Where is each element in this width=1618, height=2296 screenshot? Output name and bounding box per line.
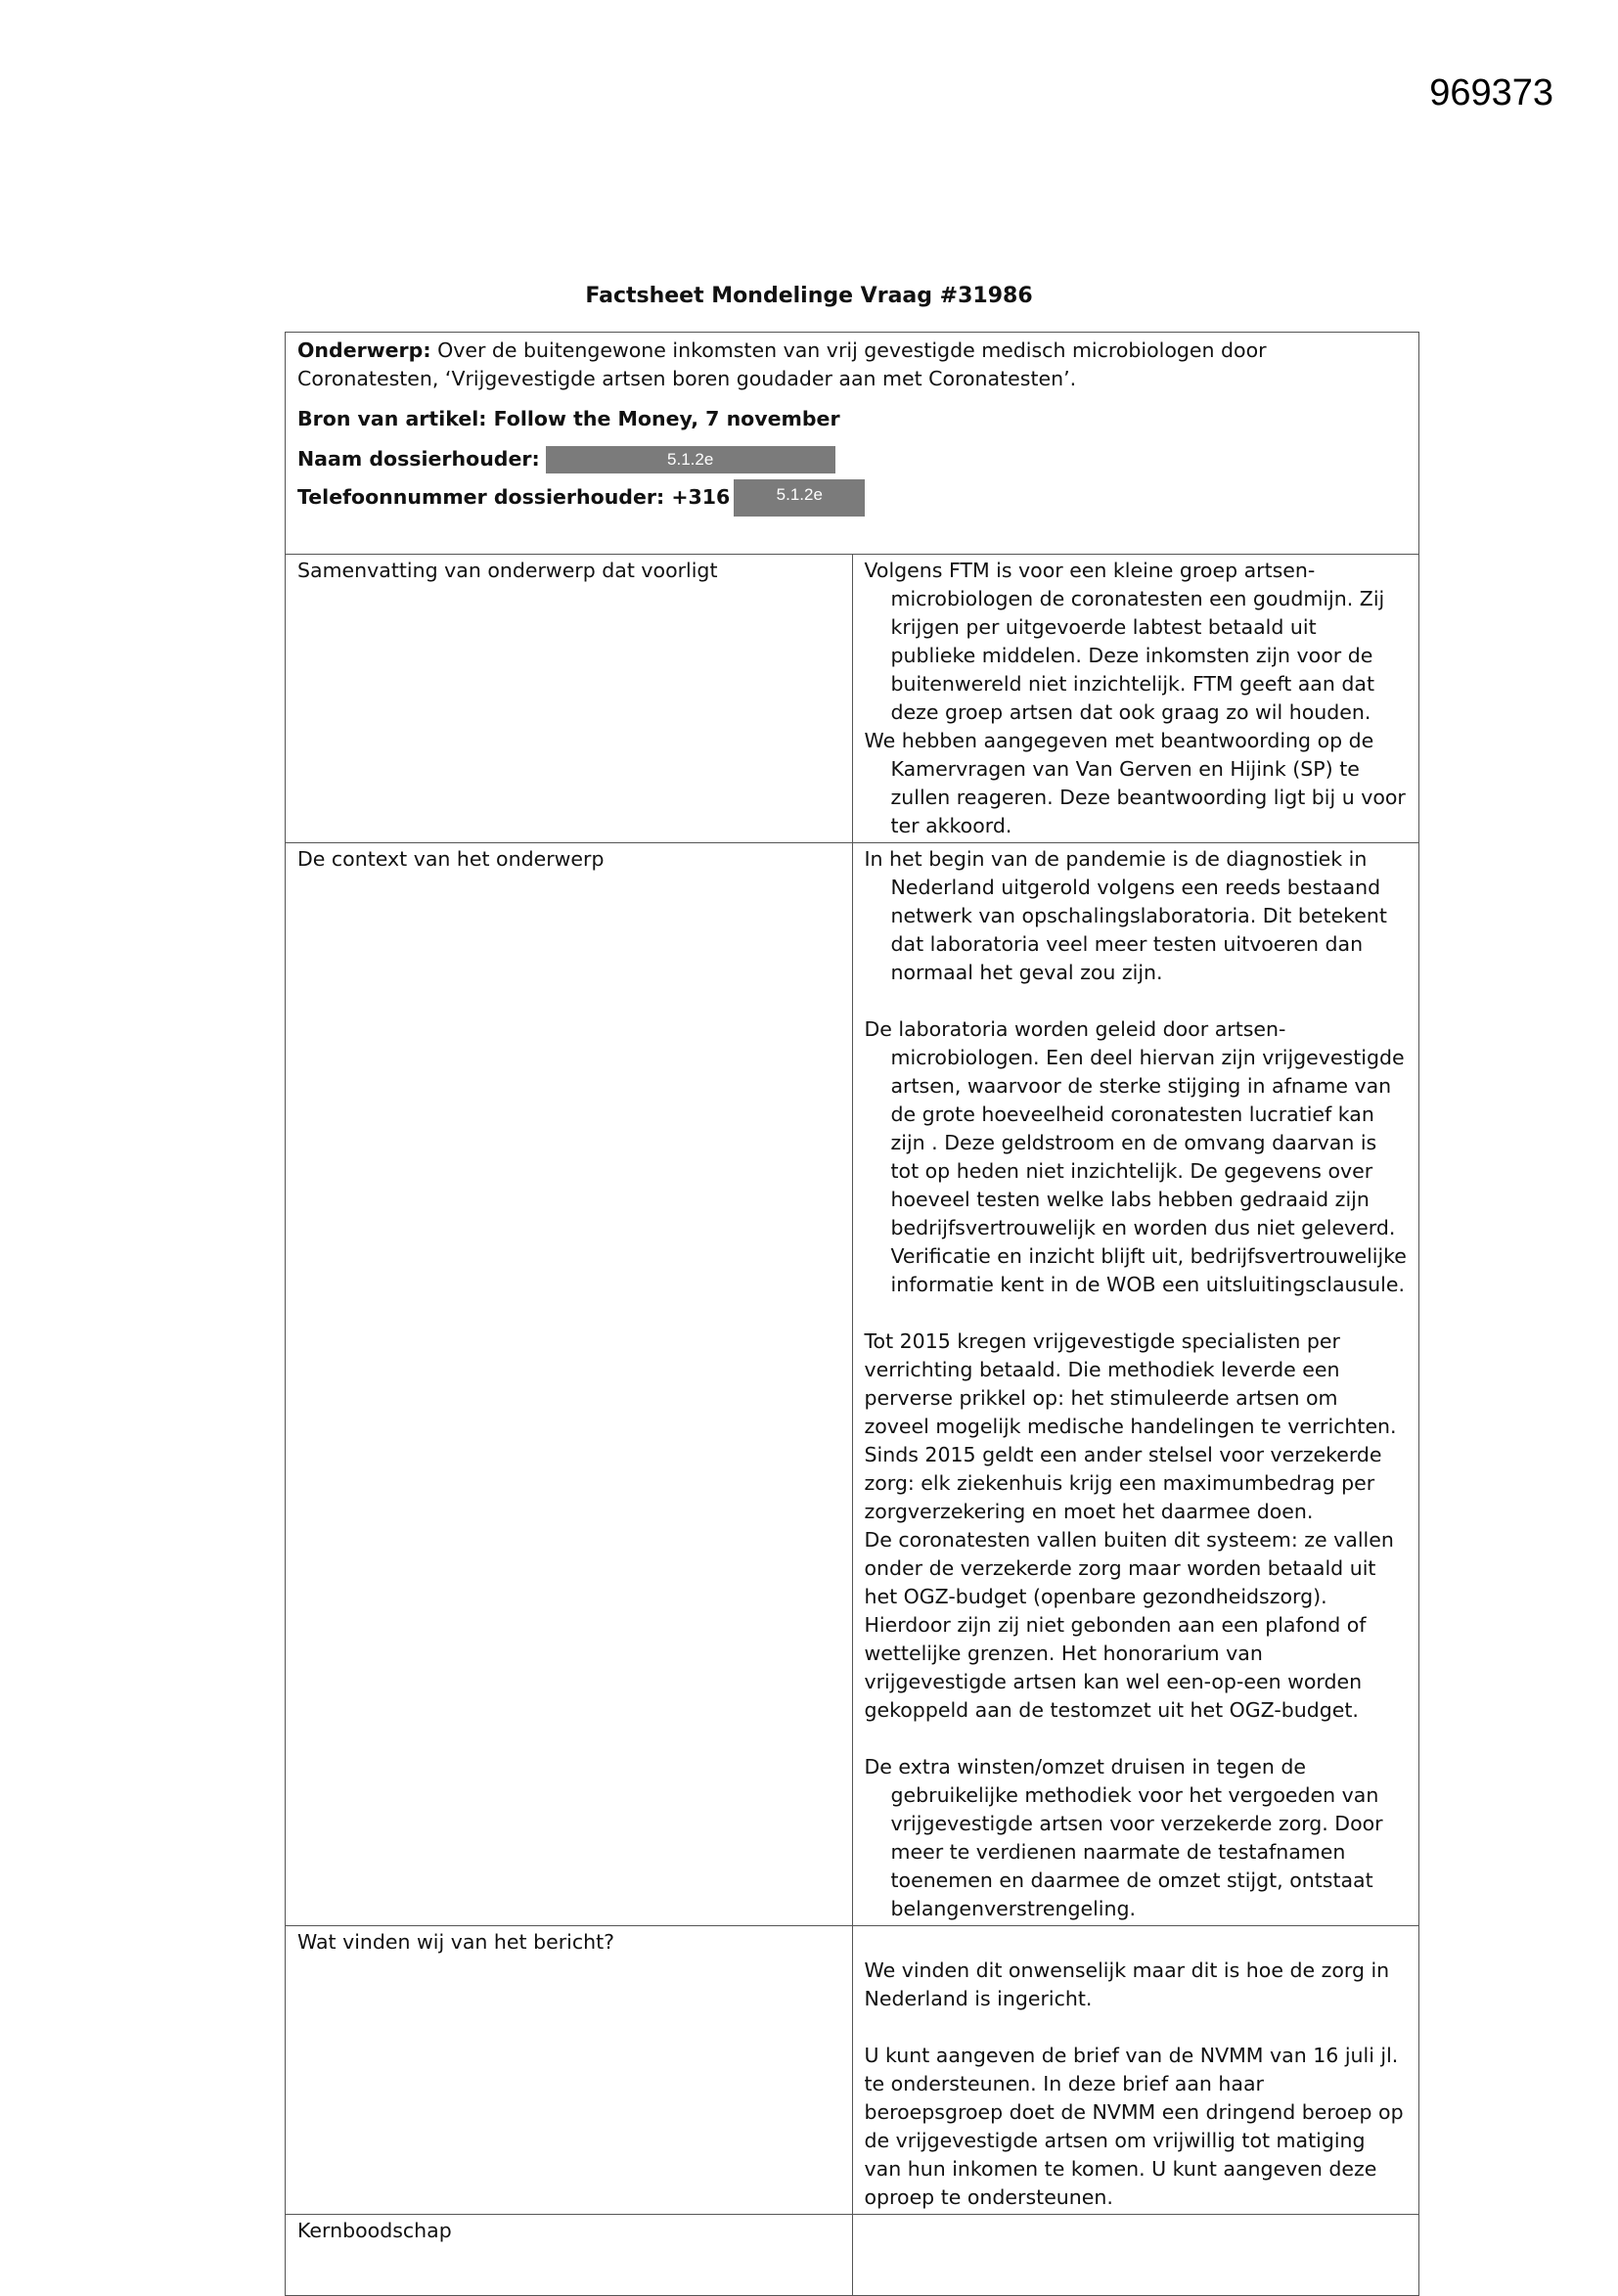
spacer — [865, 1725, 1408, 1753]
context-label: De context van het onderwerp — [286, 843, 853, 1926]
header-cell — [286, 333, 1419, 555]
row-context — [286, 843, 1419, 1926]
telefoon-dossierhouder — [297, 479, 1407, 517]
header-row — [286, 333, 1419, 555]
samenvatting-label: Samenvatting van onderwerp dat voorligt — [286, 555, 853, 843]
context-content — [852, 843, 1419, 1926]
spacer — [865, 1299, 1408, 1328]
naam-dossierhouder — [297, 445, 1407, 473]
onderwerp-text: Over de buitengewone inkomsten van vrij gevestigde medisch microbiologen door Coronatesten, ‘Vrijgevestigde artsen boren goudader aan met Coronatesten’. — [297, 338, 1267, 390]
telefoon-redaction: 5.1.2e — [734, 479, 865, 517]
naam-redaction: 5.1.2e — [546, 446, 835, 473]
naam-label: Naam dossierhouder: — [297, 447, 540, 471]
context-paragraph-7: De extra winsten/omzet druisen in tegen de gebruikelijke methodiek voor het vergoeden van vrijgevestigde artsen voor verzekerde zorg. Door meer te verdienen naarmate de testafnamen toenemen en daarmee de omzet stijgt, ontstaat belangenverstrengeling. — [864, 1755, 1383, 1920]
mening-label: Wat vinden wij van het bericht? — [286, 1926, 853, 2215]
telefoon-label: Telefoonnummer dossierhouder: +316 — [297, 485, 731, 509]
mening-content — [852, 1926, 1419, 2215]
samenvatting-paragraph-2: We hebben aangegeven met beantwoording op de Kamervragen van Van Gerven en Hijink (SP) te zullen reageren. Deze beantwoording ligt bij u voor ter akkoord. — [864, 729, 1406, 837]
samenvatting-paragraph-1: Volgens FTM is voor een kleine groep artsen-microbiologen de coronatesten een goudmijn. Zij krijgen per uitgevoerde labtest betaald uit publieke middelen. Deze inkomsten zijn voor de buitenwereld niet inzichtelijk. FTM geeft aan dat deze groep artsen dat ook graag zo wil houden. — [864, 559, 1385, 724]
context-paragraph-3: Tot 2015 kregen vrijgevestigde specialisten per verrichting betaald. Die methodiek leverde een perverse prikkel op: het stimuleerde artsen om zoveel mogelijk medische handelingen te verrichten. — [864, 1329, 1397, 1438]
onderwerp — [297, 337, 1407, 393]
mening-paragraph-2: U kunt aangeven de brief van de NVMM van 16 juli jl. te ondersteunen. In deze brief aan haar beroepsgroep doet de NVMM een dringend beroep op de vrijgevestigde artsen om vrijwillig tot matiging van hun inkomen te komen. U kunt aangeven deze oproep te ondersteunen. — [864, 2044, 1404, 2209]
kernboodschap-content — [852, 2215, 1419, 2296]
page-title: Factsheet Mondelinge Vraag #31986 — [585, 284, 1033, 308]
samenvatting-content — [852, 555, 1419, 843]
context-paragraph-6: Hierdoor zijn zij niet gebonden aan een plafond of wettelijke grenzen. Het honorarium van vrijgevestigde artsen kan wel een-op-een worden gekoppeld aan de testomzet uit het OGZ-budget. — [864, 1613, 1367, 1722]
onderwerp-label: Onderwerp: — [297, 338, 431, 362]
bron-van-artikel — [297, 405, 1407, 433]
row-mening — [286, 1926, 1419, 2215]
row-kernboodschap — [286, 2215, 1419, 2296]
kernboodschap-label: Kernboodschap — [286, 2215, 853, 2296]
document-number: 969373 — [1429, 72, 1553, 113]
context-paragraph-5: De coronatesten vallen buiten dit systeem: ze vallen onder de verzekerde zorg maar worden betaald uit het OGZ-budget (openbare gezondheidszorg). — [864, 1528, 1394, 1608]
bron-text: Bron van artikel: Follow the Money, 7 november — [297, 407, 840, 430]
spacer — [865, 987, 1408, 1015]
spacer — [865, 1928, 1408, 1957]
context-paragraph-1: In het begin van de pandemie is de diagnostiek in Nederland uitgerold volgens een reeds bestaand netwerk van opschalingslaboratoria. Dit betekent dat laboratoria veel meer testen uitvoeren dan normaal het geval zou zijn. — [864, 847, 1387, 984]
factsheet-table — [285, 332, 1419, 2296]
mening-paragraph-1: We vinden dit onwenselijk maar dit is hoe de zorg in Nederland is ingericht. — [864, 1958, 1390, 2010]
context-paragraph-2: De laboratoria worden geleid door artsen-microbiologen. Een deel hiervan zijn vrijgevestigde artsen, waarvoor de sterke stijging in afname van de grote hoeveelheid coronatesten lucratief kan zijn . Deze geldstroom en de omvang daarvan is tot op heden niet inzichtelijk. De gegevens over hoeveel testen welke labs hebben gedraaid zijn bedrijfsvertrouwelijk en worden dus niet geleverd. Verificatie en inzicht blijft uit, bedrijfsvertrouwelijke informatie kent in de WOB een uitsluitingsclausule. — [864, 1017, 1407, 1296]
spacer — [865, 2013, 1408, 2042]
row-samenvatting — [286, 555, 1419, 843]
context-paragraph-4: Sinds 2015 geldt een ander stelsel voor verzekerde zorg: elk ziekenhuis krijg een maximumbedrag per zorgverzekering en moet het daarmee doen. — [864, 1443, 1382, 1523]
